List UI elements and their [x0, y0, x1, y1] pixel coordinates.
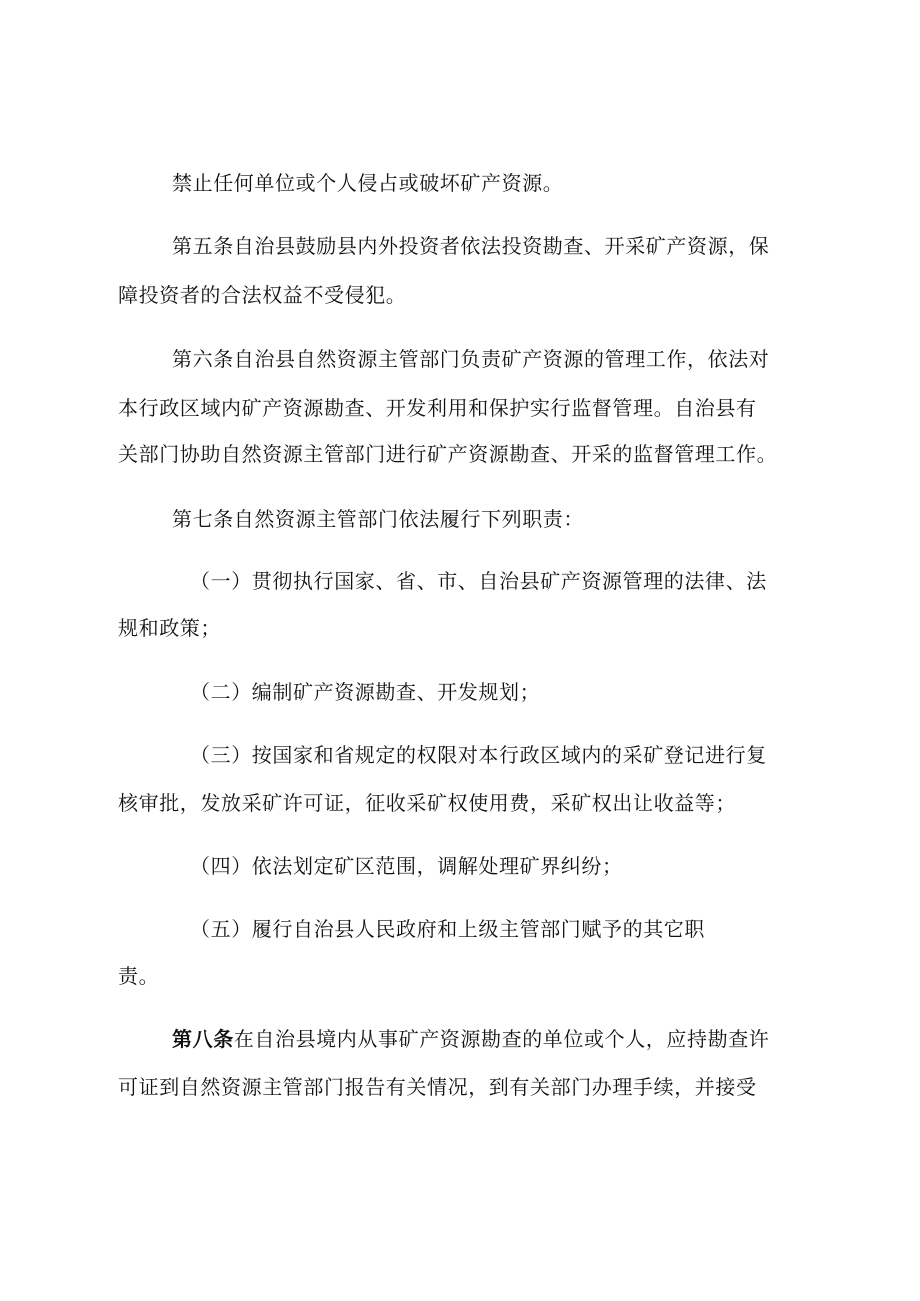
text-line: （一）贯彻执行国家、省、市、自治县矿产资源管理的法律、法: [190, 569, 767, 593]
text-line: （五）履行自治县人民政府和上级主管部门赋予的其它职: [190, 917, 705, 941]
text-line: （四）依法划定矿区范围，调解处理矿界纠纷；: [190, 854, 623, 878]
text-line: 核审批，发放采矿许可证，征收采矿权使用费，采矿权出让收益等；: [118, 791, 736, 815]
text-line: 关部门协助自然资源主管部门进行矿产资源勘查、开采的监督管理工作。: [118, 442, 778, 466]
text-line: 可证到自然资源主管部门报告有关情况，到有关部门办理手续，并接受: [118, 1075, 757, 1099]
article-eight-line: [172, 1025, 769, 1053]
text-line: 本行政区域内矿产资源勘查、开发利用和保护实行监督管理。自治县有: [118, 396, 757, 420]
text-line: 禁止任何单位或个人侵占或破坏矿产资源。: [172, 171, 564, 195]
article-heading: 第八条: [172, 1027, 234, 1051]
text-line: 责。: [118, 964, 160, 988]
text-line: 规和政策；: [118, 616, 221, 640]
text-line: 第六条自治县自然资源主管部门负责矿产资源的管理工作，依法对: [172, 347, 770, 371]
text-line: 第五条自治县鼓励县内外投资者依法投资勘查、开采矿产资源，保: [172, 234, 770, 258]
text-line: 第七条自然资源主管部门依法履行下列职责：: [172, 507, 584, 531]
text-line: （三）按国家和省规定的权限对本行政区域内的采矿登记进行复: [190, 743, 767, 767]
text-span: 在自治县境内从事矿产资源勘查的单位或个人，应持勘查许: [233, 1027, 770, 1051]
text-line: （二）编制矿产资源勘查、开发规划；: [190, 680, 541, 704]
text-line: 障投资者的合法权益不受侵犯。: [118, 283, 407, 307]
